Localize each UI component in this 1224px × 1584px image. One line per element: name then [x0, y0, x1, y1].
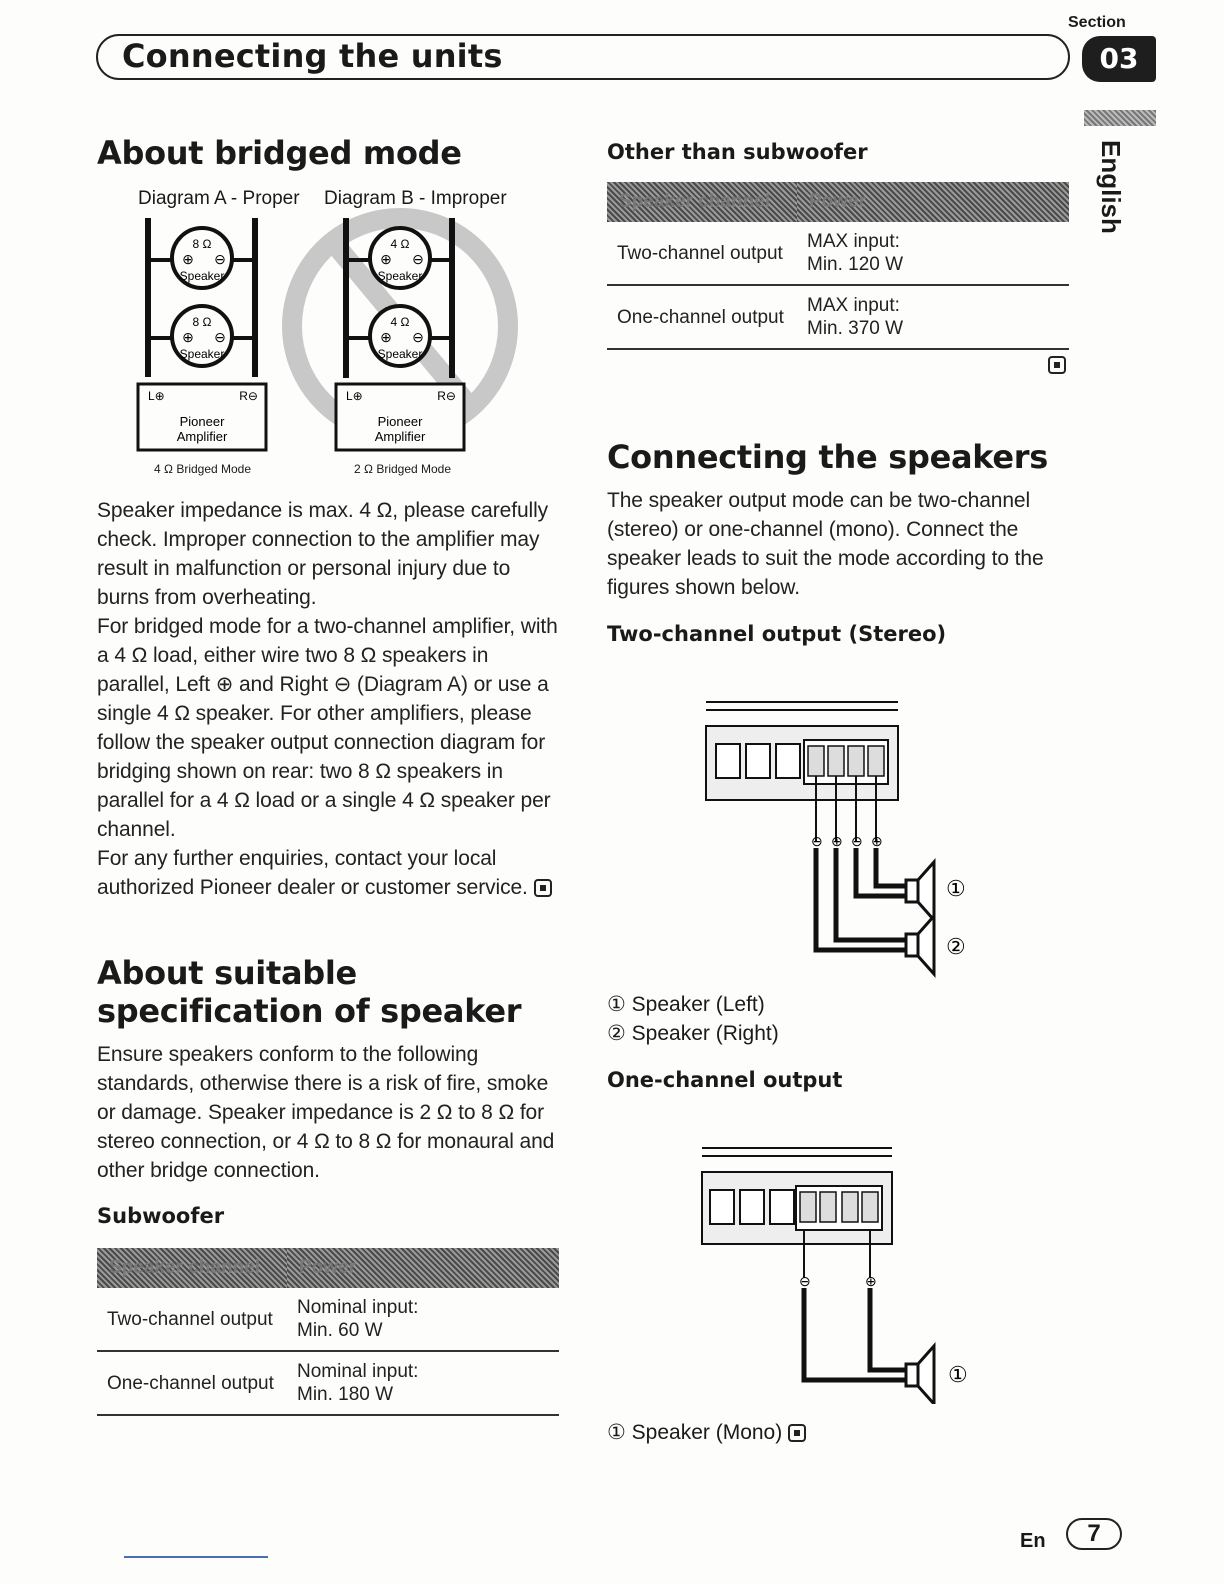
subwoofer-row1-power-label: Nominal input: [297, 1297, 419, 1318]
svg-text:⊕: ⊕ [182, 329, 194, 345]
svg-text:⊕: ⊕ [871, 833, 883, 849]
other-row1-power-value: Min. 120 W [807, 254, 904, 275]
amp-b-left: L⊕ [346, 389, 363, 403]
speaker-b2-impedance: 4 Ω [390, 315, 410, 329]
speaker-left-icon [906, 880, 918, 902]
bridged-paragraph-2: For bridged mode for a two-channel amplifier, with a 4 Ω load, either wire two 8 Ω speakers in parallel, Left ⊕ and Right ⊖ (Diagram A) or use a single 4 Ω speaker. For other amplifiers, please follow the speaker output connection diagram for bridging shown on rear: two 8 Ω speakers in parallel for a 4 Ω load or a single 4 Ω speaker per channel. [97, 615, 558, 841]
subwoofer-col-power: Power [287, 1248, 559, 1288]
svg-text:⊖: ⊖ [851, 833, 863, 849]
stereo-callout-2: ② [946, 934, 966, 959]
amp-b-label-2: Amplifier [374, 429, 426, 444]
end-mark-icon [534, 879, 552, 897]
bridged-mode-heading: About bridged mode [97, 134, 462, 172]
section-number-badge: 03 [1082, 36, 1156, 82]
mono-callout-1: ① [948, 1362, 968, 1387]
stereo-wiring-diagram [700, 696, 990, 980]
suitable-heading-line1: About suitable [97, 954, 357, 992]
speaker-mono-icon [906, 1364, 918, 1386]
other-row1-power-label: MAX input: [807, 231, 900, 252]
other-row2-power-value: Min. 370 W [807, 318, 904, 339]
svg-text:⊕: ⊕ [380, 251, 392, 267]
diagram-a [130, 212, 280, 462]
page-number: 7 [1066, 1518, 1122, 1550]
speaker-b2-label: Speaker [377, 347, 423, 361]
diagram-b [280, 206, 530, 464]
page-title: Connecting the units [122, 37, 503, 75]
svg-text:⊕: ⊕ [831, 833, 843, 849]
svg-text:⊖: ⊖ [214, 329, 226, 345]
bridged-paragraph-1: Speaker impedance is max. 4 Ω, please carefully check. Improper connection to the amplifier may result in malfunction or personal injury due to burns from overheating. [97, 499, 549, 609]
table-row [607, 222, 1069, 285]
other-col-channel: Speaker channel [607, 182, 797, 222]
other-col-power: Power [797, 182, 1069, 222]
diagram-b-mode: 2 Ω Bridged Mode [354, 462, 452, 476]
subwoofer-col-channel: Speaker channel [97, 1248, 287, 1288]
suitable-heading-line2: specification of speaker [97, 992, 522, 1030]
speaker-b1-impedance: 4 Ω [390, 237, 410, 251]
connecting-speakers-heading: Connecting the speakers [607, 438, 1049, 476]
stereo-legend-left: ① Speaker (Left) [607, 993, 765, 1016]
mono-wiring-diagram [696, 1142, 986, 1404]
other-row1-channel: Two-channel output [607, 222, 797, 285]
stereo-heading: Two-channel output (Stereo) [607, 622, 947, 646]
table-row [607, 285, 1069, 349]
amp-b-right: R⊖ [437, 389, 456, 403]
amp-a-label-1: Pioneer [179, 414, 225, 429]
suitable-spec-heading [97, 954, 521, 1030]
other-row2-channel: One-channel output [607, 285, 797, 349]
diagram-b-caption: Diagram B - Improper [324, 188, 507, 209]
section-label: Section [1068, 14, 1126, 31]
amp-a-right: R⊖ [239, 389, 258, 403]
subwoofer-row1-power-value: Min. 60 W [297, 1320, 383, 1341]
subwoofer-row2-power-label: Nominal input: [297, 1361, 419, 1382]
diagram-a-mode: 4 Ω Bridged Mode [154, 462, 252, 476]
speaker-a2-label: Speaker [179, 347, 225, 361]
suitable-spec-paragraph: Ensure speakers conform to the following standards, otherwise there is a risk of fire, smoke or damage. Speaker impedance is 2 Ω to 8 Ω for stereo connection, or 4 Ω to 8 Ω for monaural and other bridge connection. [97, 1043, 555, 1182]
subwoofer-row1-channel: Two-channel output [97, 1288, 287, 1351]
amp-b-label-1: Pioneer [377, 414, 423, 429]
subwoofer-table [97, 1248, 559, 1416]
other-table [607, 182, 1069, 350]
bridged-mode-body [97, 496, 565, 902]
speaker-right-icon [906, 934, 918, 956]
svg-text:⊖: ⊖ [811, 833, 823, 849]
stereo-legend-right: ② Speaker (Right) [607, 1022, 779, 1045]
svg-text:⊖: ⊖ [412, 329, 424, 345]
svg-text:⊖: ⊖ [799, 1273, 811, 1289]
bridged-paragraph-3: For any further enquiries, contact your local authorized Pioneer dealer or customer service. [97, 847, 528, 899]
connecting-speakers-paragraph: The speaker output mode can be two-channel (stereo) or one-channel (mono). Connect the speaker leads to suit the mode according to the figures shown below. [607, 489, 1044, 599]
amp-a-left: L⊕ [148, 389, 165, 403]
subwoofer-row2-channel: One-channel output [97, 1351, 287, 1415]
mono-legend [607, 1418, 806, 1447]
footer-language: En [1020, 1530, 1046, 1552]
stereo-legend [607, 990, 779, 1048]
stereo-callout-1: ① [946, 876, 966, 901]
svg-text:⊖: ⊖ [412, 251, 424, 267]
table-row [97, 1351, 559, 1415]
speaker-a1-label: Speaker [179, 269, 225, 283]
language-tab: English [1096, 140, 1126, 234]
svg-text:⊕: ⊕ [865, 1273, 877, 1289]
diagram-a-caption: Diagram A - Proper [138, 188, 300, 209]
other-row2-power-label: MAX input: [807, 295, 900, 316]
svg-text:⊖: ⊖ [214, 251, 226, 267]
end-mark-icon [788, 1424, 806, 1442]
table-row [97, 1288, 559, 1351]
amp-a-label-2: Amplifier [176, 429, 228, 444]
subwoofer-row2-power-value: Min. 180 W [297, 1384, 394, 1405]
mono-heading: One-channel output [607, 1068, 843, 1092]
speaker-a2-impedance: 8 Ω [192, 315, 212, 329]
speaker-a1-impedance: 8 Ω [192, 237, 212, 251]
language-tab-bar [1084, 110, 1156, 126]
footer-divider [124, 1556, 268, 1558]
speaker-b1-label: Speaker [377, 269, 423, 283]
other-than-subwoofer-heading: Other than subwoofer [607, 140, 868, 164]
svg-text:⊕: ⊕ [380, 329, 392, 345]
svg-text:⊕: ⊕ [182, 251, 194, 267]
subwoofer-heading: Subwoofer [97, 1204, 225, 1228]
mono-legend-speaker: ① Speaker (Mono) [607, 1421, 783, 1444]
end-mark-icon [1048, 356, 1066, 374]
